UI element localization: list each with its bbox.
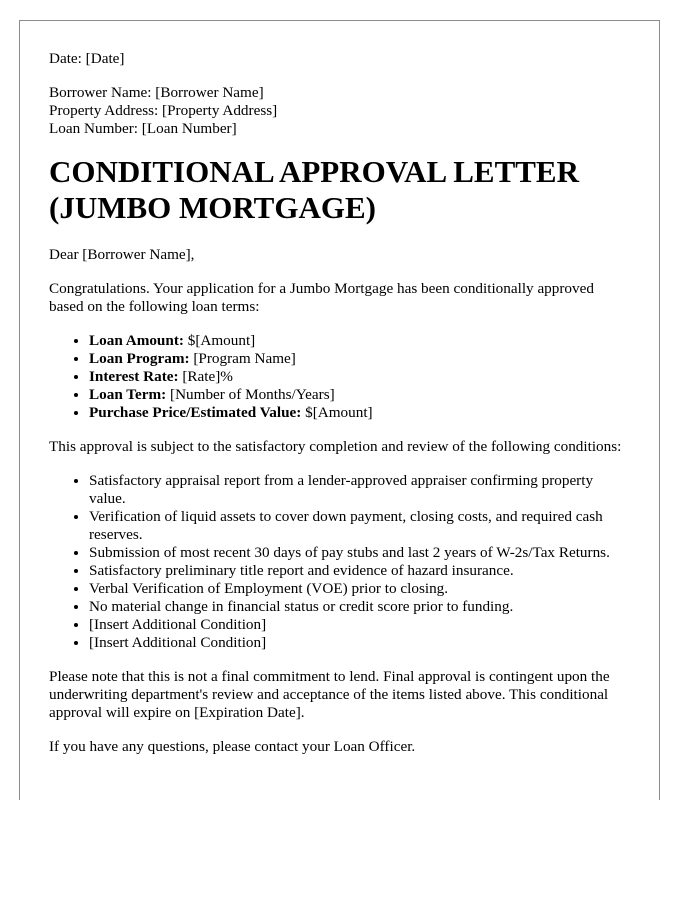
condition-item: • Satisfactory preliminary title report and evidence of hazard insurance.	[89, 562, 631, 580]
condition-item: • Verbal Verification of Employment (VOE) prior to closing.	[89, 580, 631, 598]
loan-term-item	[89, 386, 631, 404]
borrower-name-line: Borrower Name: [Borrower Name]	[49, 84, 264, 101]
loan-term-label: Loan Program:	[89, 350, 190, 367]
condition-item: • [Insert Additional Condition]	[89, 634, 631, 652]
loan-term-item	[89, 404, 631, 422]
intro-paragraph: Congratulations. Your application for a Jumbo Mortgage has been conditionally approved based on the following loan terms:	[49, 280, 594, 315]
loan-number-line: Loan Number: [Loan Number]	[49, 120, 237, 137]
loan-term-item	[89, 350, 631, 368]
condition-item: • Satisfactory appraisal report from a lender-approved appraiser confirming property value.	[89, 472, 631, 508]
conditions-intro: This approval is subject to the satisfactory completion and review of the following conditions:	[49, 438, 622, 455]
loan-term-value: $[Amount]	[301, 404, 373, 421]
condition-item: • Submission of most recent 30 days of pay stubs and last 2 years of W-2s/Tax Returns.	[89, 544, 631, 562]
loan-term-label: Loan Term:	[89, 386, 167, 403]
loan-terms-list	[49, 332, 631, 422]
loan-term-label: Purchase Price/Estimated Value:	[89, 404, 302, 421]
loan-term-item	[89, 368, 631, 386]
letter-title-line-2: (JUMBO MORTGAGE)	[49, 190, 376, 225]
condition-item: • Verification of liquid assets to cover down payment, closing costs, and required cash reserves.	[89, 508, 631, 544]
letter-title-line-1: CONDITIONAL APPROVAL LETTER	[49, 154, 579, 189]
loan-meta	[49, 84, 631, 138]
letter-page	[19, 20, 660, 800]
loan-term-value: [Number of Months/Years]	[166, 386, 335, 403]
loan-term-label: Interest Rate:	[89, 368, 179, 385]
loan-term-item	[89, 332, 631, 350]
loan-term-value: [Program Name]	[189, 350, 296, 367]
greeting: Dear [Borrower Name],	[49, 246, 195, 263]
condition-item: • [Insert Additional Condition]	[89, 616, 631, 634]
loan-term-label: Loan Amount:	[89, 332, 184, 349]
condition-item: • No material change in financial status or credit score prior to funding.	[89, 598, 631, 616]
date-line: Date: [Date]	[49, 50, 125, 67]
commitment-note: Please note that this is not a final commitment to lend. Final approval is contingent upon the underwriting department's review and acceptance of the items listed above. This conditional approval will expire on [Expiration Date].	[49, 668, 610, 721]
loan-term-value: [Rate]%	[178, 368, 233, 385]
letter-content	[20, 21, 659, 756]
conditions-list	[49, 472, 631, 652]
letter-title	[49, 154, 631, 226]
property-address-line: Property Address: [Property Address]	[49, 102, 278, 119]
loan-term-value: $[Amount]	[183, 332, 256, 349]
closing-line: If you have any questions, please contact your Loan Officer.	[49, 738, 416, 755]
